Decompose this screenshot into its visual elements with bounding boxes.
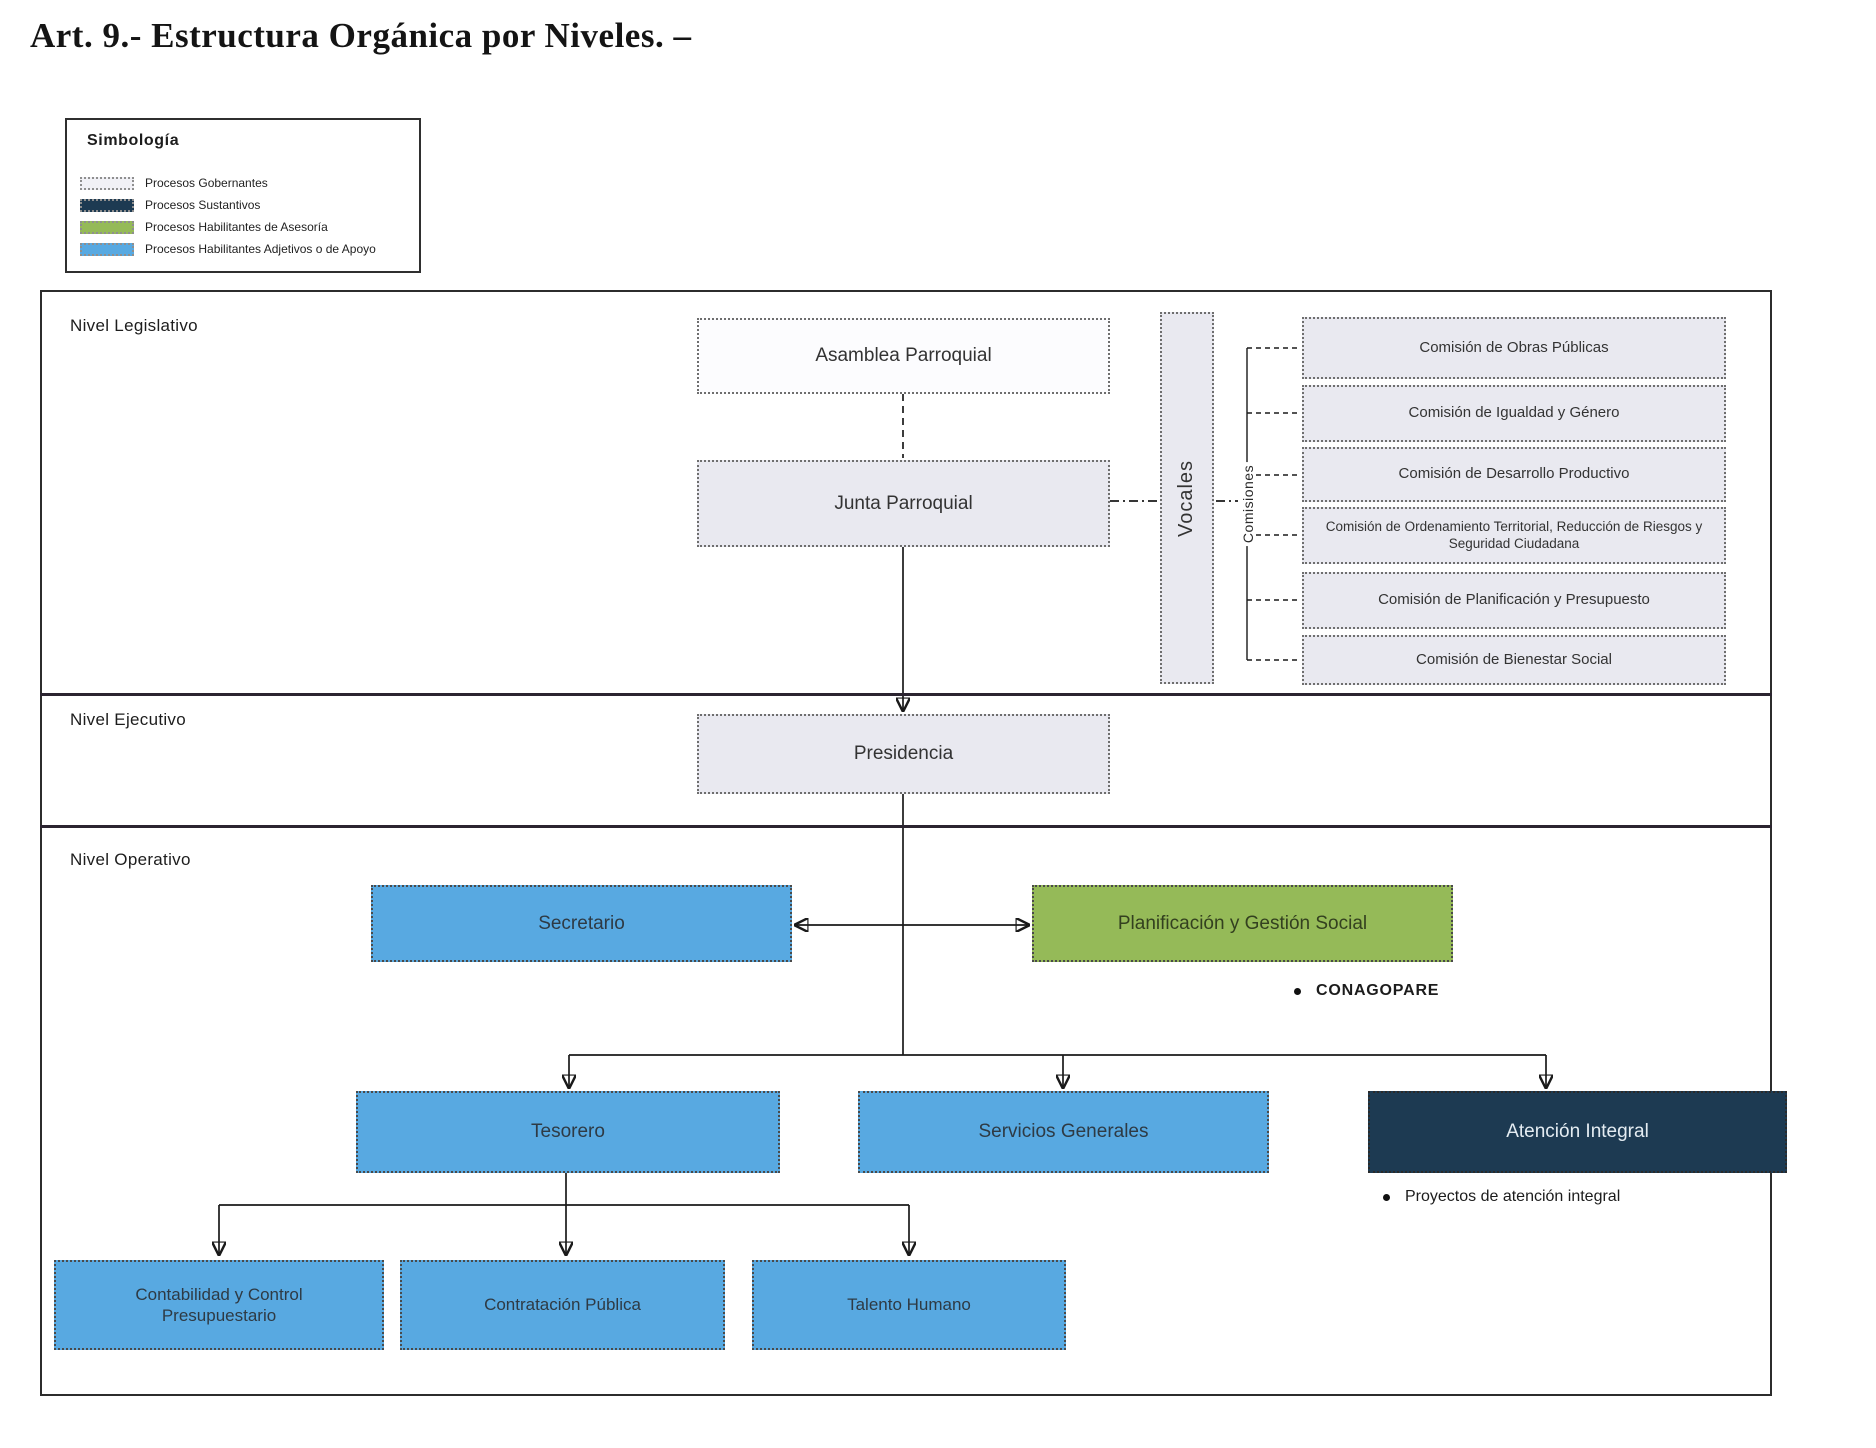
node-comision-igualdad-genero: Comisión de Igualdad y Género bbox=[1302, 385, 1726, 442]
node-atencion-integral: Atención Integral bbox=[1368, 1091, 1787, 1173]
node-asamblea-parroquial: Asamblea Parroquial bbox=[697, 318, 1110, 394]
legend-title: Simbología bbox=[87, 132, 180, 149]
node-servicios-generales: Servicios Generales bbox=[858, 1091, 1269, 1173]
legend-box bbox=[65, 118, 421, 273]
comisiones-group-label: Comisiones bbox=[1240, 462, 1256, 546]
level-label-ejecutivo: Nivel Ejecutivo bbox=[70, 710, 186, 729]
node-junta-parroquial: Junta Parroquial bbox=[697, 460, 1110, 547]
legend-item-label: Procesos Habilitantes Adjetivos o de Apoyo bbox=[145, 242, 376, 256]
vocales-label: Vocales bbox=[1175, 459, 1198, 537]
node-secretario: Secretario bbox=[371, 885, 792, 962]
legend-item-label: Procesos Habilitantes de Asesoría bbox=[145, 220, 328, 234]
divider-ejecutivo-operativo bbox=[40, 825, 1772, 828]
bullet-dot bbox=[1383, 1194, 1390, 1201]
node-planificacion-gestion-social: Planificación y Gestión Social bbox=[1032, 885, 1453, 962]
legend-item-apoyo bbox=[80, 242, 376, 256]
bullet-conagopare bbox=[1294, 982, 1439, 1000]
swatch-procesos-sustantivos bbox=[80, 199, 134, 212]
swatch-procesos-gobernantes bbox=[80, 177, 134, 190]
level-label-legislativo: Nivel Legislativo bbox=[70, 316, 198, 335]
node-talento-humano: Talento Humano bbox=[752, 1260, 1066, 1350]
node-comision-bienestar-social: Comisión de Bienestar Social bbox=[1302, 635, 1726, 685]
legend-item-sustantivos bbox=[80, 198, 260, 212]
bullet-proyectos-atencion bbox=[1383, 1188, 1620, 1206]
org-chart bbox=[40, 290, 1772, 1396]
divider-legislativo-ejecutivo bbox=[40, 693, 1772, 696]
bullet-dot bbox=[1294, 988, 1301, 995]
bullet-proyectos-label: Proyectos de atención integral bbox=[1405, 1188, 1621, 1205]
swatch-procesos-asesoria bbox=[80, 221, 134, 234]
node-contratacion-publica: Contratación Pública bbox=[400, 1260, 725, 1350]
node-presidencia: Presidencia bbox=[697, 714, 1110, 794]
node-contabilidad-control-presupuestario: Contabilidad y Control Presupuestario bbox=[54, 1260, 384, 1350]
bullet-conagopare-label: CONAGOPARE bbox=[1316, 982, 1440, 999]
swatch-procesos-apoyo bbox=[80, 243, 134, 256]
node-vocales bbox=[1160, 312, 1214, 684]
legend-item-asesoria bbox=[80, 220, 328, 234]
level-label-operativo: Nivel Operativo bbox=[70, 850, 191, 869]
node-comision-obras-publicas: Comisión de Obras Públicas bbox=[1302, 317, 1726, 379]
node-comision-ordenamiento-territorial: Comisión de Ordenamiento Territorial, Reducción de Riesgos y Seguridad Ciudadana bbox=[1302, 507, 1726, 564]
article-title: Art. 9.- Estructura Orgánica por Niveles. – bbox=[30, 16, 692, 55]
node-comision-planificacion-presupuesto: Comisión de Planificación y Presupuesto bbox=[1302, 572, 1726, 629]
legend-item-label: Procesos Sustantivos bbox=[145, 198, 261, 212]
legend-item-gobernantes bbox=[80, 176, 268, 190]
node-tesorero: Tesorero bbox=[356, 1091, 780, 1173]
node-comision-desarrollo-productivo: Comisión de Desarrollo Productivo bbox=[1302, 447, 1726, 502]
legend-item-label: Procesos Gobernantes bbox=[145, 176, 268, 190]
